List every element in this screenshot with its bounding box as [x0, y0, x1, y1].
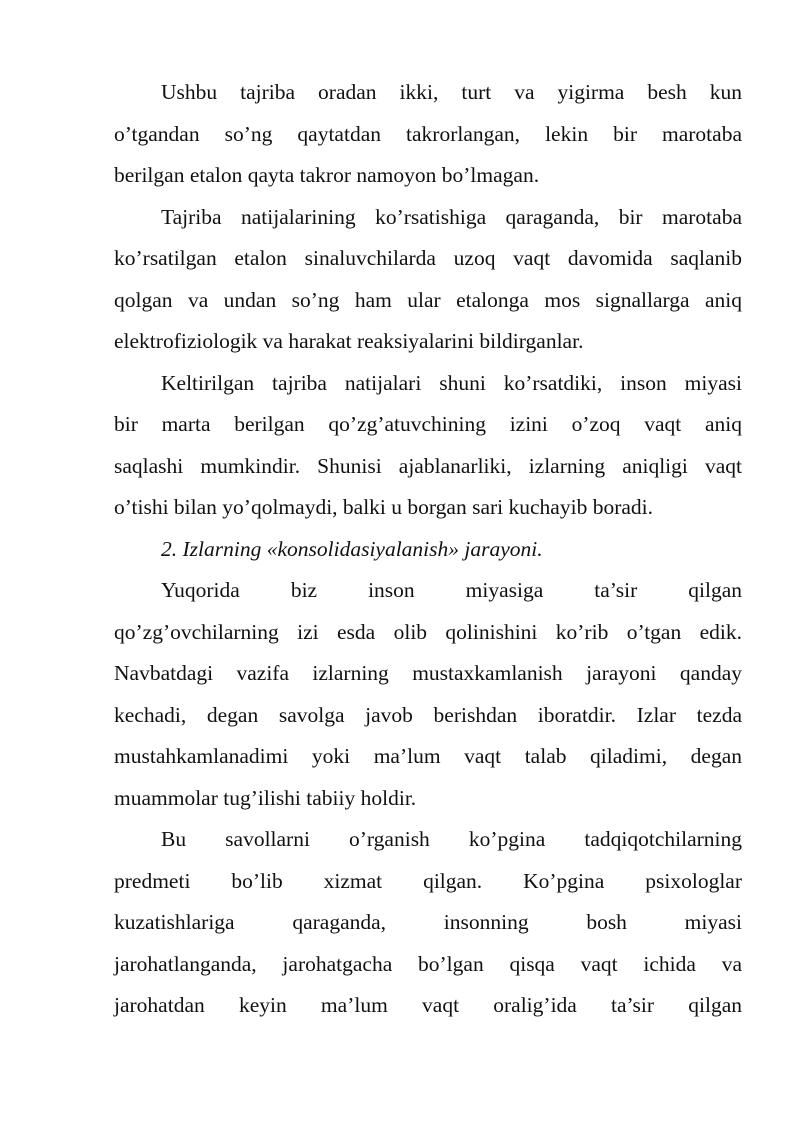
text-line: Bu savollarni o’rganish ko’pgina tadqiqotchilarning — [161, 827, 742, 851]
document-page — [114, 72, 742, 1027]
text-line: o’tgandan so’ng qaytatdan takrorlangan, lekin bir marotaba — [114, 121, 742, 146]
text-line: bir marta berilgan qo’zg’atuvchining izini o’zoq vaqt aniq — [114, 412, 742, 436]
text-line: Tajriba natijalarining ko’rsatishiga qaraganda, bir marotaba — [161, 204, 742, 229]
text-line: qo’zg’ovchilarning izi esda olib qolinishini ko’rib o’tgan edik. — [114, 619, 742, 644]
text-line: elektrofiziologik va harakat reaksiyalarini bildirganlar. — [114, 329, 584, 353]
text-line: predmeti bo’lib xizmat qilgan. Ko’pgina psixologlar — [114, 868, 742, 893]
text-line: muammolar tug’ilishi tabiiy holdir. — [114, 785, 417, 810]
text-line: jarohatdan keyin ma’lum vaqt oralig’ida ta’sir qilgan — [114, 993, 742, 1017]
text-line: kuzatishlariga qaraganda, insonning bosh miyasi — [114, 910, 742, 934]
text-line: berilgan etalon qayta takror namoyon bo’lmagan. — [114, 163, 540, 187]
text-line: mustahkamlanadimi yoki ma’lum vaqt talab qiladimi, degan — [114, 744, 742, 768]
text-line: Yuqorida biz inson miyasiga ta’sir qilgan — [161, 578, 742, 602]
text-line: Keltirilgan tajriba natijalari shuni ko’rsatdiki, inson miyasi — [161, 370, 742, 395]
text-line: Ushbu tajriba oradan ikki, turt va yigirma besh kun — [161, 80, 742, 104]
text-line: saqlashi mumkindir. Shunisi ajablanarliki, izlarning aniqligi vaqt — [114, 453, 742, 478]
section-heading: 2. Izlarning «konsolidasiyalanish» jarayoni. — [161, 536, 543, 561]
text-line: ko’rsatilgan etalon sinaluvchilarda uzoq vaqt davomida saqlanib — [114, 246, 742, 270]
text-line: kechadi, degan savolga javob berishdan iboratdir. Izlar tezda — [114, 702, 742, 727]
text-line: qolgan va undan so’ng ham ular etalonga mos signallarga aniq — [114, 287, 742, 312]
text-line: o’tishi bilan yo’qolmaydi, balki u borgan sari kuchayib boradi. — [114, 495, 654, 519]
text-line: jarohatlanganda, jarohatgacha bo’lgan qisqa vaqt ichida va — [114, 951, 742, 976]
text-line: Navbatdagi vazifa izlarning mustaxkamlanish jarayoni qanday — [114, 661, 742, 685]
